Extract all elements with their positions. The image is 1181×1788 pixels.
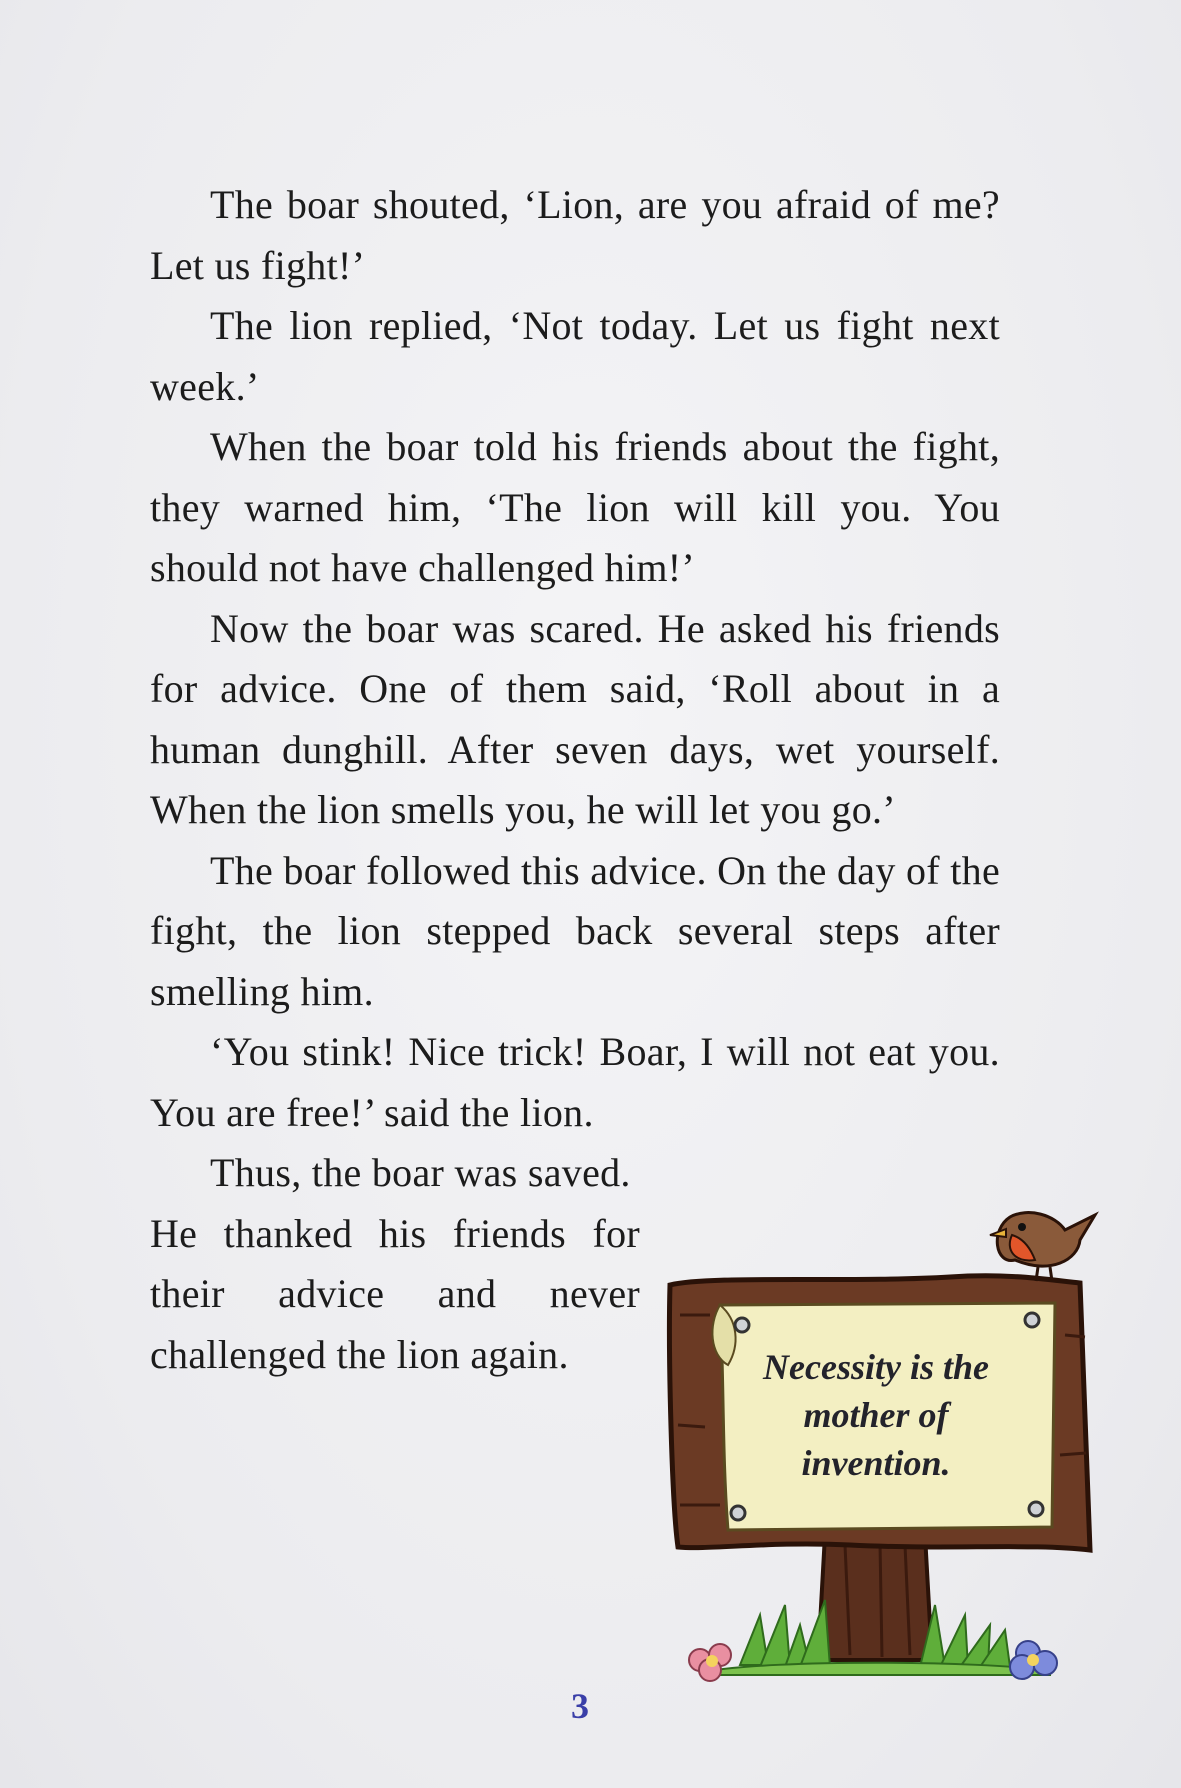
page-number: 3 xyxy=(571,1686,589,1726)
paragraph: Now the boar was scared. He asked his friends for advice. One of them said, ‘Roll about in a human dunghill. After seven days, wet yourself. When the lion smells you, he will let you go.’ xyxy=(150,605,1000,832)
paragraph: He thanked his friends for their advice and never challenged the lion again. xyxy=(150,1210,640,1377)
story-text xyxy=(150,175,1000,1385)
paragraph: The lion replied, ‘Not today. Let us fight next week.’ xyxy=(150,303,1000,409)
paragraph: The boar followed this advice. On the day of the fight, the lion stepped back several steps after smelling him. xyxy=(150,847,1000,1014)
paragraph: When the boar told his friends about the fight, they warned him, ‘The lion will kill you. You should not have challenged him!’ xyxy=(150,424,1000,590)
moral-text: Necessity is the mother of invention. xyxy=(763,1347,989,1483)
signboard-post xyxy=(818,1535,932,1660)
paragraph: ‘You stink! Nice trick! Boar, I will not eat you. You are free!’ said the lion. xyxy=(150,1029,1000,1135)
robin-bird-icon xyxy=(990,1213,1095,1281)
paragraph: Thus, the boar was saved. xyxy=(210,1150,631,1195)
paragraph: The boar shouted, ‘Lion, are you afraid of me? Let us fight!’ xyxy=(150,182,1000,288)
